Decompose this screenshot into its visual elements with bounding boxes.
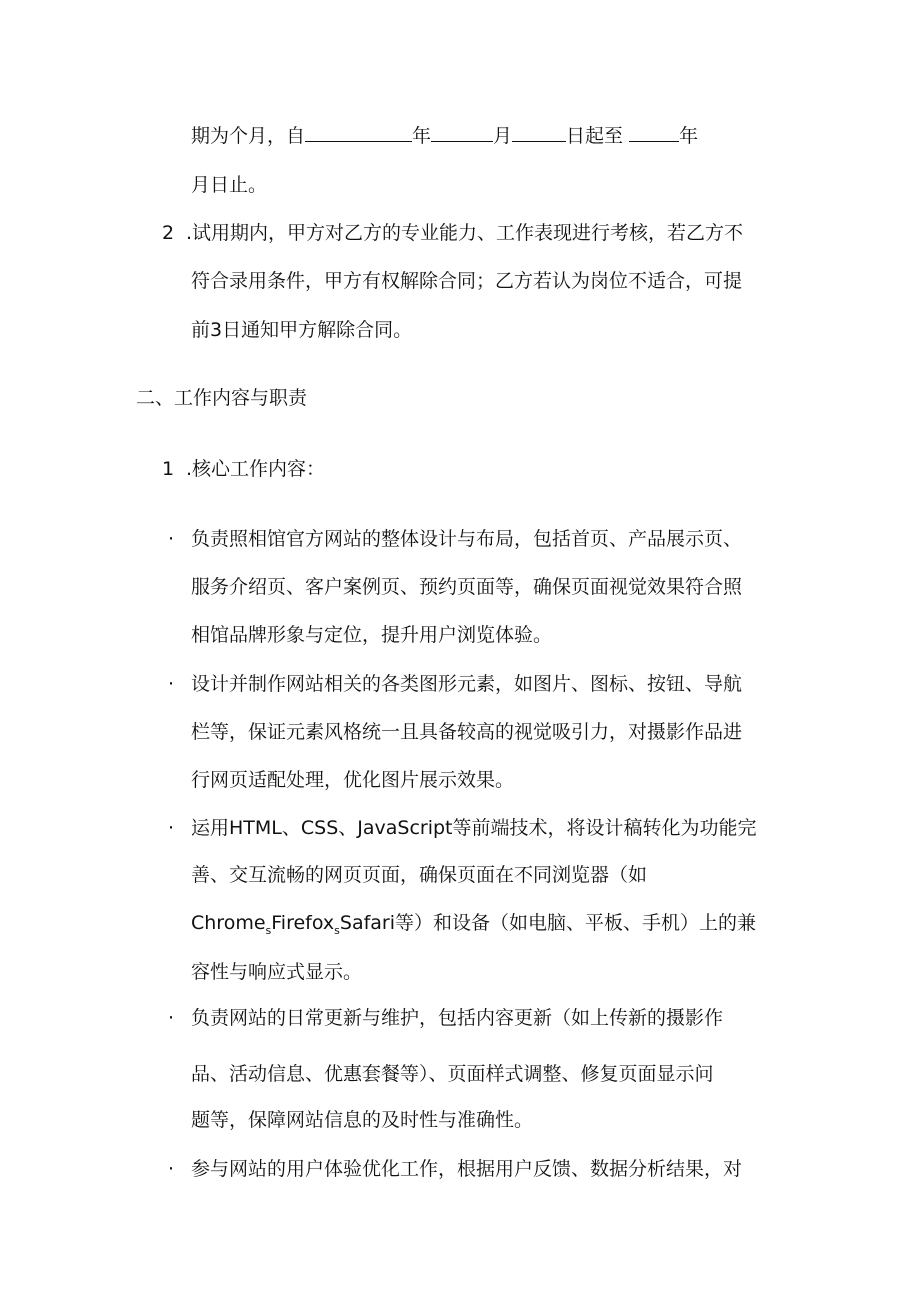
year-end-label: 年 <box>679 125 699 147</box>
blank-day-start <box>512 123 566 142</box>
item2-line-3: 前3日通知甲方解除合同。 <box>191 319 413 341</box>
bullet-symbol: · <box>168 1158 175 1180</box>
bullet1-line-2: 服务介绍页、客户案例页、预约页面等，确保页面视觉效果符合照 <box>191 576 743 598</box>
bullet-symbol: · <box>168 817 175 839</box>
item-number-1: 1 <box>162 458 175 480</box>
bullet4-line-2: 品、活动信息、优惠套餐等）、页面样式调整、修复页面显示问 <box>191 1063 714 1085</box>
browser-chrome: Chrome <box>191 912 266 934</box>
item2-line-1: .试用期内，甲方对乙方的专业能力、工作表现进行考核，若乙方不 <box>186 222 744 244</box>
bullet3-line-3 <box>191 910 756 944</box>
day-start-label: 日起至 <box>566 125 624 147</box>
bullet2-line-2: 栏等，保证元素风格统一且具备较高的视觉吸引力，对摄影作品进 <box>191 721 743 743</box>
bullet4-line-3: 题等，保障网站信息的及时性与准确性。 <box>191 1109 534 1131</box>
bullet-symbol: · <box>168 1007 175 1029</box>
item1-text: .核心工作内容： <box>186 458 326 480</box>
bullet5-line-1: 参与网站的用户体验优化工作，根据用户反馈、数据分析结果，对 <box>191 1158 743 1180</box>
blank-year-end <box>629 123 679 142</box>
bullet2-line-3: 行网页适配处理，优化图片展示效果。 <box>191 769 515 791</box>
bullet-symbol: · <box>168 528 175 550</box>
bullet3-line-2: 善、交互流畅的网页页面，确保页面在不同浏览器（如 <box>191 864 648 886</box>
probation-line-1 <box>191 123 698 149</box>
bullet3-line-3-rest: Safari等）和设备（如电脑、平板、手机）上的兼 <box>339 912 757 934</box>
separator-glyph: s <box>334 924 340 937</box>
bullet3-line-4: 容性与响应式显示。 <box>191 961 363 983</box>
month-label: 月 <box>493 125 513 147</box>
item2-line-2: 符合录用条件，甲方有权解除合同；乙方若认为岗位不适合，可提 <box>191 270 743 292</box>
bullet1-line-1: 负责照相馆官方网站的整体设计与布局，包括首页、产品展示页、 <box>191 528 743 550</box>
bullet3-line-1: 运用HTML、CSS、JavaScript等前端技术，将设计稿转化为功能完 <box>191 817 757 839</box>
browser-firefox: Firefox <box>271 912 335 934</box>
bullet4-line-1: 负责网站的日常更新与维护，包括内容更新（如上传新的摄影作 <box>191 1007 724 1029</box>
section-heading: 二、工作内容与职责 <box>136 387 308 409</box>
item-number-2: 2 <box>162 222 175 244</box>
year-label: 年 <box>412 125 432 147</box>
bullet1-line-3: 相馆品牌形象与定位，提升用户浏览体验。 <box>191 624 553 646</box>
separator-glyph: s <box>265 924 272 937</box>
probation-text: 期为个月，自 <box>191 125 306 147</box>
bullet2-line-1: 设计并制作网站相关的各类图形元素，如图片、图标、按钮、导航 <box>191 673 743 695</box>
probation-line-2: 月日止。 <box>191 174 268 196</box>
blank-year-start <box>305 123 412 142</box>
blank-month-start <box>431 123 493 142</box>
bullet-symbol: · <box>168 673 175 695</box>
